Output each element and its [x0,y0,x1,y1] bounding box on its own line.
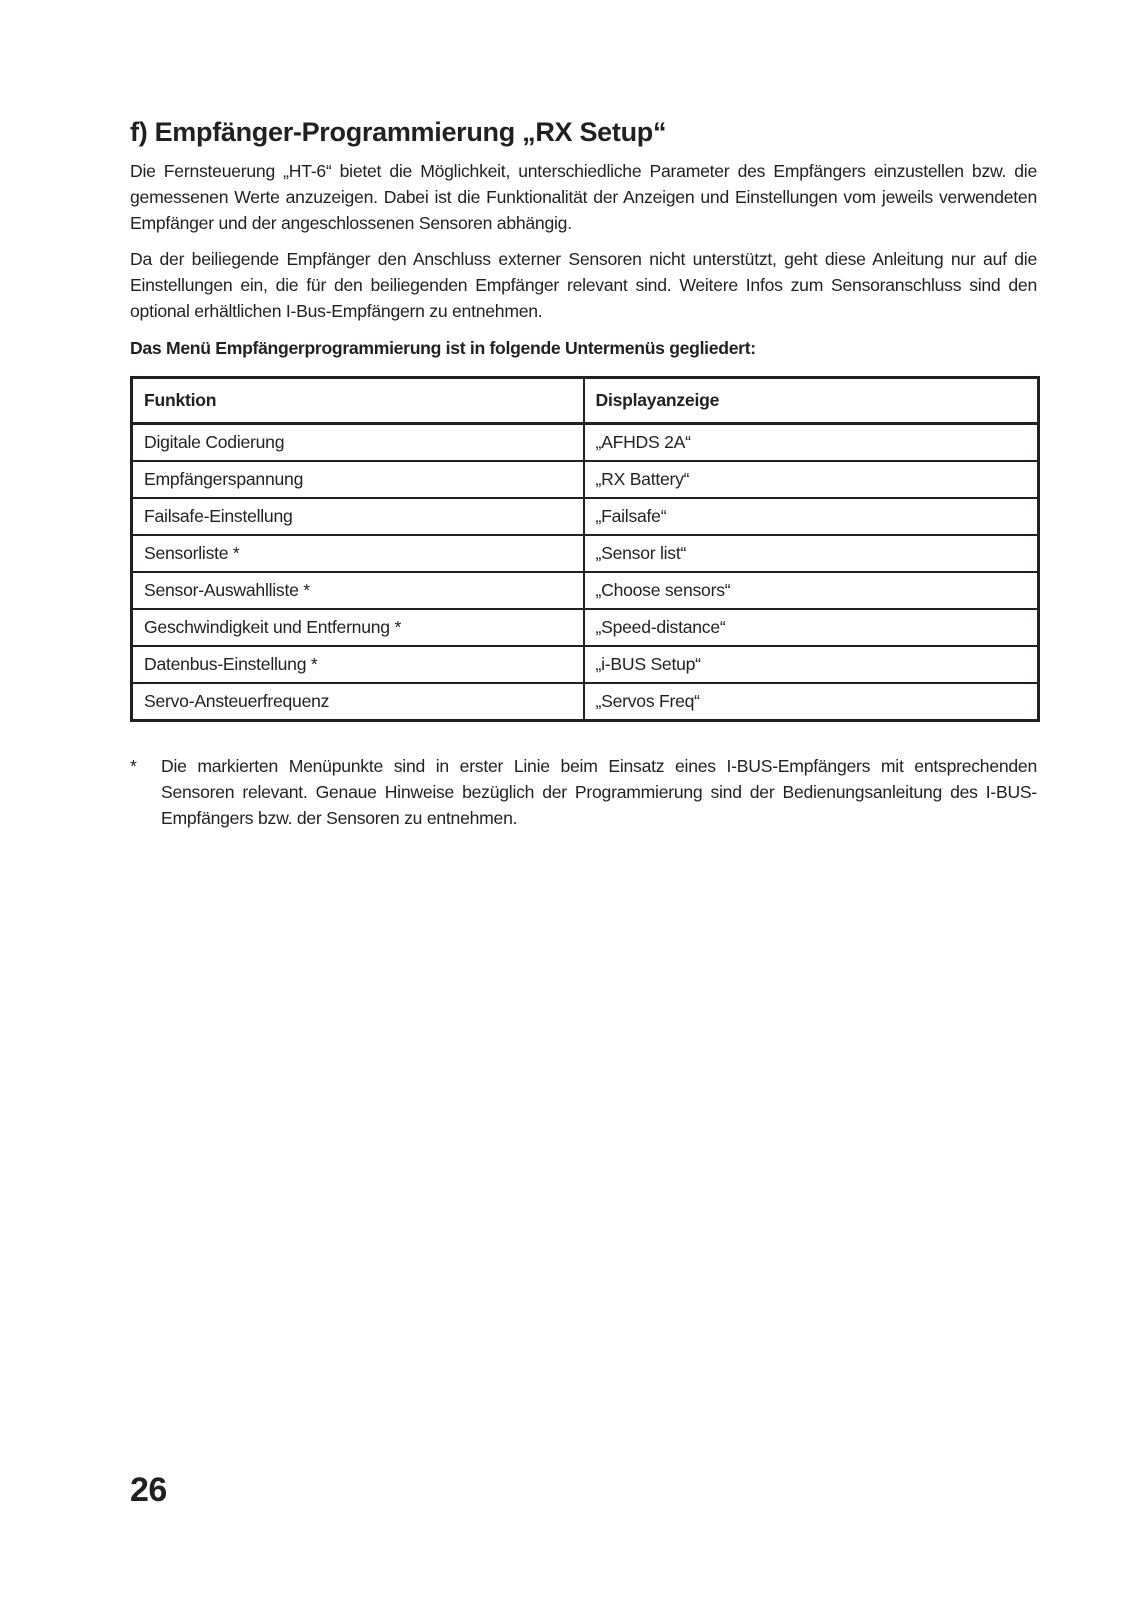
table-row [132,535,1039,572]
table-row [132,646,1039,683]
function-cell: Sensor-Auswahlliste * [132,572,584,609]
display-cell: „Choose sensors“ [584,572,1039,609]
table-intro: Das Menü Empfängerprogrammierung ist in folgende Untermenüs gegliedert: [130,338,756,358]
header-displayanzeige: Displayanzeige [584,378,1039,424]
intro-paragraph: Die Fernsteuerung „HT-6“ bietet die Möglichkeit, unterschiedliche Parameter des Empfängers einzustellen bzw. die gemessenen Werte anzuzeigen. Dabei ist die Funktionalität der Anzeigen und Einstellungen vom jeweils verwendeten Empfänger und der angeschlossenen Sensoren abhängig. [130,161,1037,233]
table-row [132,498,1039,535]
display-cell: „Sensor list“ [584,535,1039,572]
function-cell: Geschwindigkeit und Entfernung * [132,609,584,646]
header-funktion: Funktion [132,378,584,424]
sensor-paragraph: Da der beiliegende Empfänger den Anschluss externer Sensoren nicht unterstützt, geht diese Anleitung nur auf die Einstellungen ein, die für den beiliegenden Empfänger relevant sind. Weitere Infos zum Sensoranschluss sind den optional erhältlichen I-Bus-Empfängern zu entnehmen. [130,249,1037,321]
table-row [132,572,1039,609]
function-cell: Servo-Ansteuerfrequenz [132,683,584,721]
function-cell: Datenbus-Einstellung * [132,646,584,683]
table-row [132,609,1039,646]
function-cell: Sensorliste * [132,535,584,572]
display-cell: „i-BUS Setup“ [584,646,1039,683]
display-cell: „Servos Freq“ [584,683,1039,721]
page-number: 26 [130,1471,167,1509]
section-heading: f) Empfänger-Programmierung „RX Setup“ [130,117,667,147]
display-cell: „RX Battery“ [584,461,1039,498]
display-cell: „Failsafe“ [584,498,1039,535]
footnote-text: Die markierten Menüpunkte sind in erster Linie beim Einsatz eines I-BUS-Empfängers mit entsprechenden Sensoren relevant. Genaue Hinweise bezüglich der Programmierung sind der Bedienungsanleitung des I-BUS-Empfängers bzw. der Sensoren zu entnehmen. [161,756,1037,828]
table-header-row [132,378,1039,424]
footnote-marker: * [130,756,137,776]
table-row [132,461,1039,498]
submenu-table [130,376,1040,722]
table-row [132,424,1039,462]
function-cell: Failsafe-Einstellung [132,498,584,535]
display-cell: „AFHDS 2A“ [584,424,1039,462]
table-row [132,683,1039,721]
display-cell: „Speed-distance“ [584,609,1039,646]
function-cell: Digitale Codierung [132,424,584,462]
function-cell: Empfängerspannung [132,461,584,498]
